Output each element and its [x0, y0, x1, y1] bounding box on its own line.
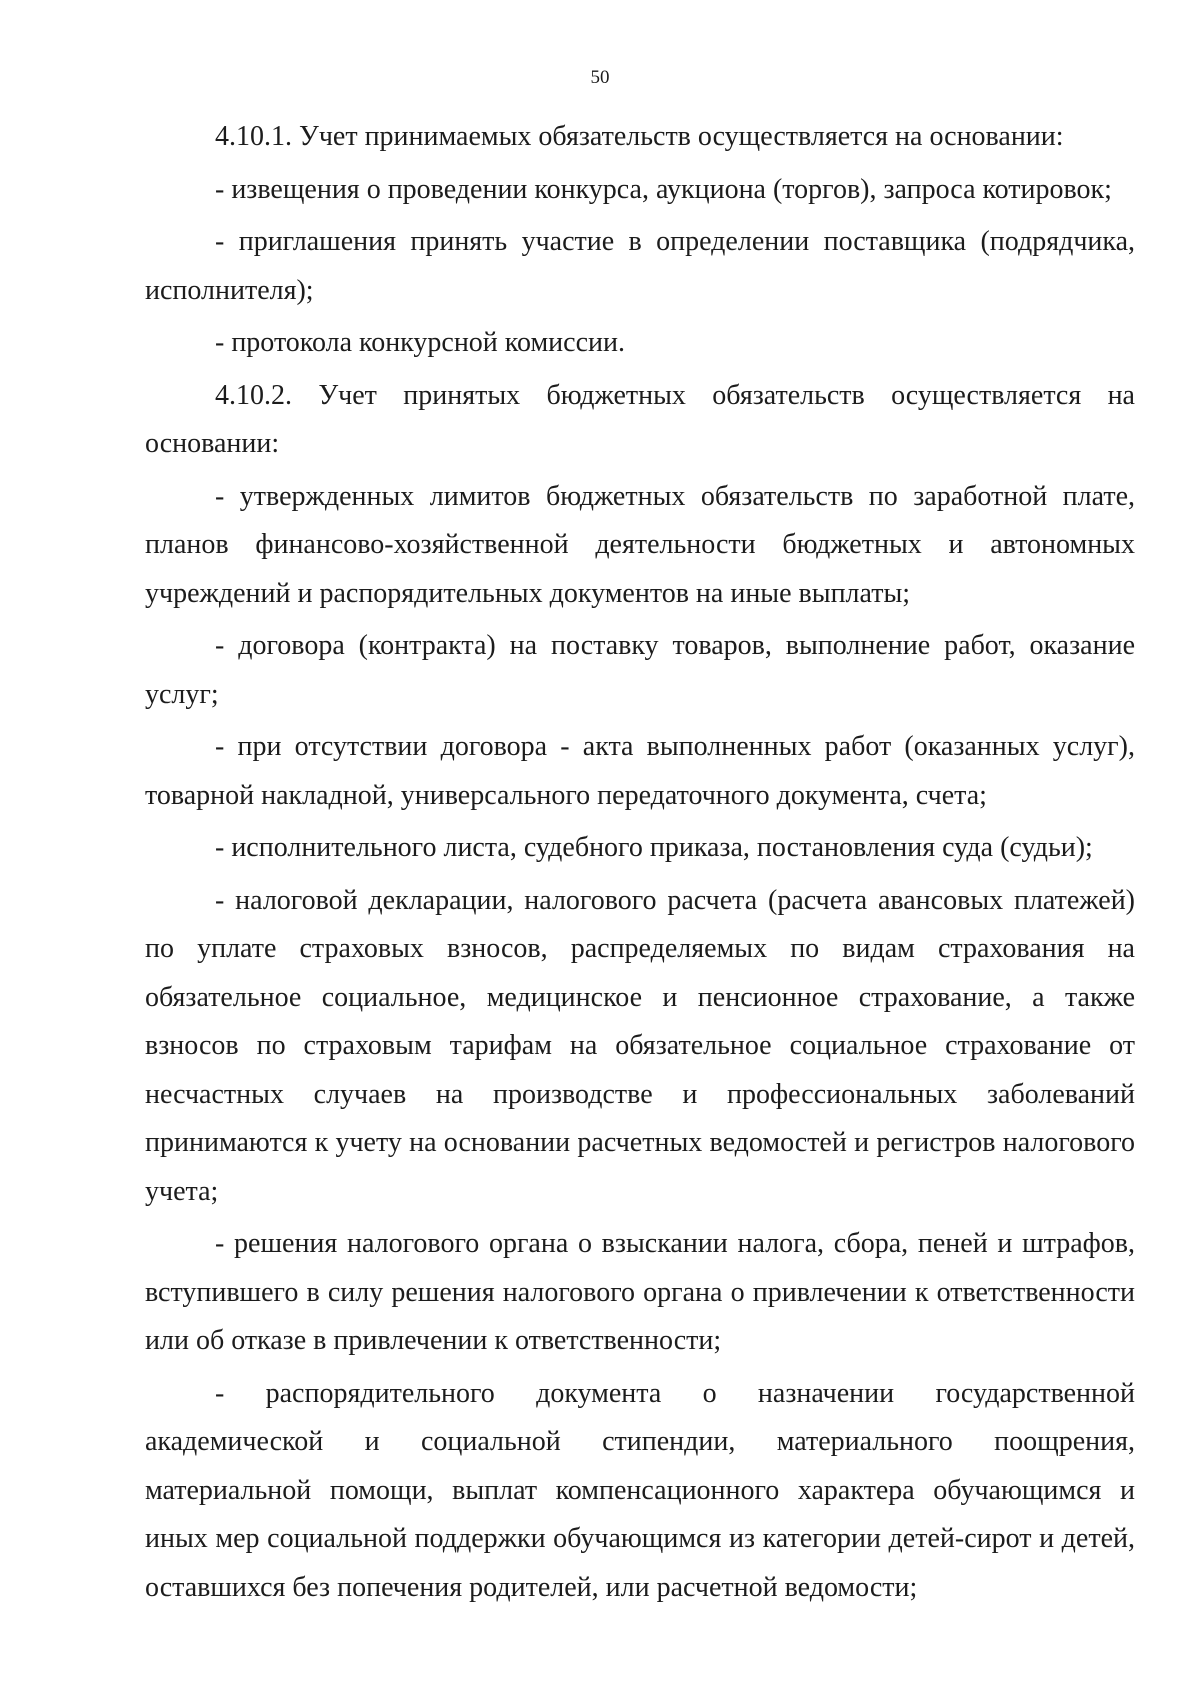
list-item-no-contract: - при отсутствии договора - акта выполненных работ (оказанных услуг), товарной накладной, универсального передаточного документа, счета; — [145, 731, 1135, 811]
list-item-invitation: - приглашения принять участие в определении поставщика (подрядчика, исполнителя); — [145, 226, 1135, 306]
document-body — [145, 113, 1135, 1616]
list-item-writ: - исполнительного листа, судебного приказа, постановления суда (судьи); — [215, 832, 1093, 863]
list-item-limits: - утвержденных лимитов бюджетных обязательств по заработной плате, планов финансово-хозяйственной деятельности бюджетных и автономных учреждений и распорядительных документов на иные выплаты; — [145, 480, 1135, 609]
list-item-scholarship-order: - распорядительного документа о назначении государственной академической и социальной стипендии, материального поощрения, материальной помощи, выплат компенсационного характера обучающимся и иных мер социальной поддержки обучающимся из категории детей-сирот и детей, оставшихся без попечения родителей, или расчетной ведомости; — [145, 1377, 1135, 1603]
list-item-tax-decision: - решения налогового органа о взыскании налога, сбора, пеней и штрафов, вступившего в силу решения налогового органа о привлечении к ответственности или об отказе в привлечении к ответственности; — [145, 1228, 1135, 1356]
paragraph-4-10-1: 4.10.1. Учет принимаемых обязательств осуществляется на основании: — [215, 121, 1064, 152]
list-item-notice: - извещения о проведении конкурса, аукциона (торгов), запроса котировок; — [215, 173, 1112, 205]
page-number: 50 — [590, 67, 610, 88]
list-item-contract: - договора (контракта) на поставку товаров, выполнение работ, оказание услуг; — [145, 630, 1135, 710]
list-item-tax-declaration: - налоговой декларации, налогового расчета (расчета авансовых платежей) по уплате страховых взносов, распределяемых по видам страхования на обязательное социальное, медицинское и пенсионное страхование, а также взносов по страховым тарифам на обязательное социальное страхование от несчастных случаев на производстве и профессиональных заболеваний принимаются к учету на основании расчетных ведомостей и регистров налогового учета; — [145, 884, 1135, 1207]
list-item-protocol: - протокола конкурсной комиссии. — [215, 327, 625, 358]
paragraph-4-10-2: 4.10.2. Учет принятых бюджетных обязательств осуществляется на основании: — [145, 379, 1135, 459]
